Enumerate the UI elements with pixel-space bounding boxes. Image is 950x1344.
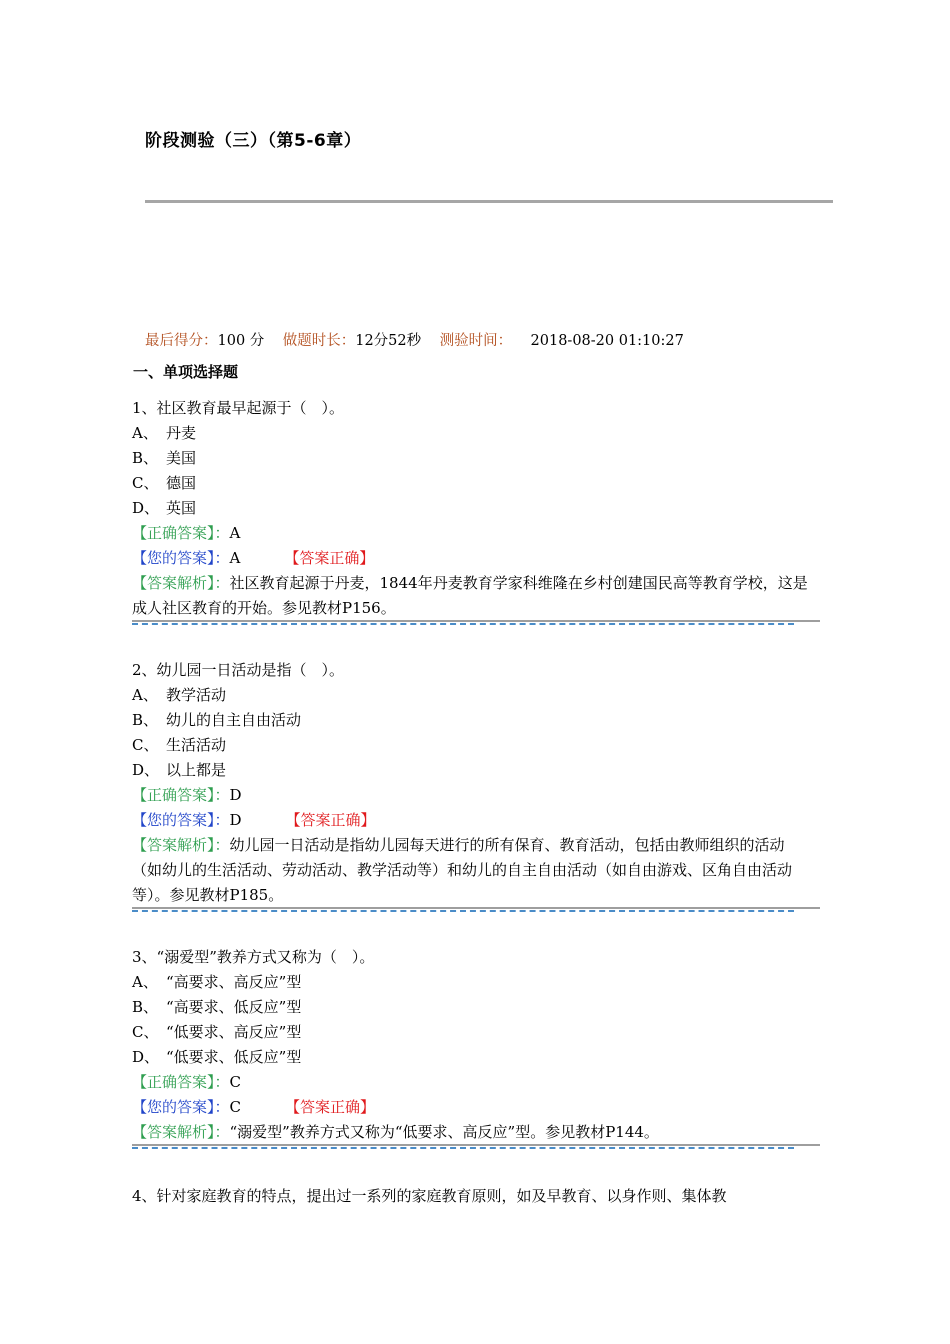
question-stem: 3、“溺爱型”教养方式又称为（ ）。 (132, 948, 375, 966)
option-b (132, 446, 812, 471)
question-divider (132, 1144, 820, 1146)
option-letter: B、 (132, 449, 159, 467)
option-text: 英国 (166, 499, 197, 517)
explanation-row (132, 1120, 812, 1145)
option-text: 以上都是 (166, 761, 227, 779)
correct-answer-row (132, 783, 812, 808)
your-answer-value: C (229, 1098, 241, 1116)
your-answer-value: A (229, 549, 241, 567)
question-block (132, 1184, 812, 1209)
option-d (132, 1045, 812, 1070)
question-stem: 1、社区教育最早起源于（ ）。 (132, 399, 345, 417)
your-answer-value: D (229, 811, 242, 829)
result-badge: 【答案正确】 (285, 811, 376, 829)
your-answer-label: 【您的答案】： (132, 811, 230, 829)
option-d (132, 496, 812, 521)
question-block (132, 945, 812, 1149)
option-text: 幼儿的自主自由活动 (166, 711, 302, 729)
explanation-row (132, 571, 812, 621)
score-summary (145, 329, 684, 350)
correct-answer-label: 【正确答案】： (132, 786, 230, 804)
option-b (132, 995, 812, 1020)
explanation-row (132, 833, 812, 908)
option-letter: D、 (132, 1048, 160, 1066)
section-title: 一、单项选择题 (133, 363, 239, 381)
option-c (132, 1020, 812, 1045)
option-text: 美国 (166, 449, 197, 467)
option-b (132, 708, 812, 733)
your-answer-row (132, 808, 812, 833)
option-text: 德国 (166, 474, 197, 492)
duration-value: 12分52秒 (355, 333, 422, 349)
option-letter: C、 (132, 1023, 159, 1041)
option-c (132, 733, 812, 758)
option-letter: C、 (132, 474, 159, 492)
option-c (132, 471, 812, 496)
correct-answer-value: C (229, 1073, 241, 1091)
result-badge: 【答案正确】 (284, 549, 375, 567)
result-badge: 【答案正确】 (285, 1098, 376, 1116)
correct-answer-label: 【正确答案】： (132, 1073, 230, 1091)
question-block (132, 396, 812, 625)
duration-label: 做题时长： (282, 333, 356, 349)
option-a (132, 683, 812, 708)
correct-answer-row (132, 1070, 812, 1095)
option-letter: D、 (132, 761, 160, 779)
option-text: 生活活动 (166, 736, 227, 754)
option-a (132, 421, 812, 446)
your-answer-row (132, 1095, 812, 1120)
question-block (132, 658, 812, 912)
correct-answer-value: D (229, 786, 242, 804)
option-text: “低要求、低反应”型 (166, 1048, 302, 1066)
option-letter: A、 (132, 686, 158, 704)
option-letter: A、 (132, 424, 158, 442)
question-stem: 2、幼儿园一日活动是指（ ）。 (132, 661, 345, 679)
option-d (132, 758, 812, 783)
correct-answer-label: 【正确答案】： (132, 524, 230, 542)
your-answer-label: 【您的答案】： (132, 549, 230, 567)
test-time-value: 2018-08-20 01:10:27 (530, 333, 684, 349)
option-letter: D、 (132, 499, 160, 517)
correct-answer-row (132, 521, 812, 546)
explanation-label: 【答案解析】： (132, 574, 230, 592)
your-answer-label: 【您的答案】： (132, 1098, 230, 1116)
explanation-text: 社区教育起源于丹麦，1844年丹麦教育学家科维隆在乡村创建国民高等教育学校，这是成人社区教育的开始。参见教材P156。 (132, 574, 808, 617)
page-title: 阶段测验（三）（第5-6章） (145, 131, 362, 151)
option-a (132, 970, 812, 995)
title-divider (145, 200, 833, 203)
dashed-underline (132, 623, 794, 625)
test-time-label: 测验时间： (439, 333, 513, 349)
option-letter: A、 (132, 973, 158, 991)
explanation-label: 【答案解析】： (132, 1123, 230, 1141)
correct-answer-value: A (229, 524, 241, 542)
explanation-text: “溺爱型”教养方式又称为“低要求、高反应”型。参见教材P144。 (229, 1123, 659, 1141)
option-text: “高要求、高反应”型 (166, 973, 302, 991)
option-text: 丹麦 (166, 424, 197, 442)
option-letter: C、 (132, 736, 159, 754)
dashed-underline (132, 1147, 794, 1149)
explanation-text: 幼儿园一日活动是指幼儿园每天进行的所有保育、教育活动，包括由教师组织的活动（如幼儿的生活活动、劳动活动、教学活动等）和幼儿的自主自由活动（如自由游戏、区角自由活动等）。参见教材P185。 (132, 836, 793, 904)
option-text: 教学活动 (166, 686, 227, 704)
question-divider (132, 620, 820, 622)
your-answer-row (132, 546, 812, 571)
question-divider (132, 907, 820, 909)
score-value: 100 分 (217, 333, 265, 349)
option-letter: B、 (132, 998, 159, 1016)
dashed-underline (132, 910, 794, 912)
option-text: “高要求、低反应”型 (166, 998, 302, 1016)
option-text: “低要求、高反应”型 (166, 1023, 302, 1041)
explanation-label: 【答案解析】： (132, 836, 230, 854)
question-stem: 4、针对家庭教育的特点，提出过一系列的家庭教育原则，如及早教育、以身作则、集体教 (132, 1187, 727, 1205)
option-letter: B、 (132, 711, 159, 729)
score-label: 最后得分： (145, 333, 218, 349)
